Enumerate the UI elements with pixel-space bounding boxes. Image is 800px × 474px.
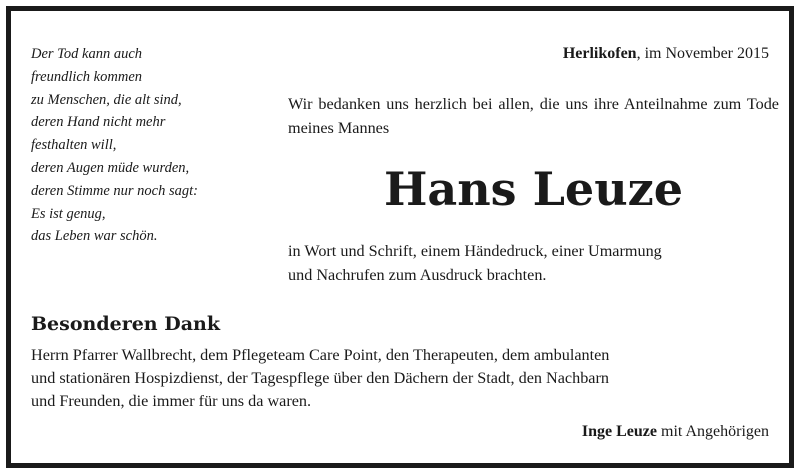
special-thanks-body [31,344,781,413]
poem-line: deren Hand nicht mehr [31,114,166,131]
special-thanks-line: und stationären Hospizdienst, der Tagespflege über den Dächern der Stadt, den Nachbarn [31,369,609,387]
signature-name: Inge Leuze [581,423,658,440]
poem-line: das Leben war schön. [31,228,158,245]
place-date [563,43,769,65]
poem-line: deren Augen müde wurden, [31,159,190,176]
expressions-line: in Wort und Schrift, einem Händedruck, einer Umarmung [288,242,662,260]
poem-line: freundlich kommen [31,68,143,85]
notice-frame [6,6,794,468]
signature-suffix: mit Angehörigen [657,423,769,440]
date-text: , im November 2015 [636,45,769,62]
poem-line: Der Tod kann auch [31,46,143,62]
place-name: Herlikofen [562,45,637,62]
special-thanks-title: Besonderen Dank [31,313,220,335]
deceased-name: Hans Leuze [383,162,684,216]
thanks-paragraph: Wir bedanken uns herzlich bei allen, die uns ihre Anteilnahme zum Tode meines Mannes [288,95,779,137]
signature [582,421,769,443]
special-thanks-line: Herrn Pfarrer Wallbrecht, dem Pflegeteam Care Point, den Therapeuten, dem ambulanten [31,346,610,364]
expressions-paragraph [288,239,779,287]
poem [31,43,271,248]
poem-line: zu Menschen, die alt sind, [31,91,182,108]
poem-line: deren Stimme nur noch sagt: [31,182,198,199]
poem-line: festhalten will, [31,137,117,154]
special-thanks-line: und Freunden, die immer für uns da waren. [31,392,312,410]
expressions-line: und Nachrufen zum Ausdruck brachten. [288,266,547,284]
poem-line: Es ist genug, [31,205,106,222]
